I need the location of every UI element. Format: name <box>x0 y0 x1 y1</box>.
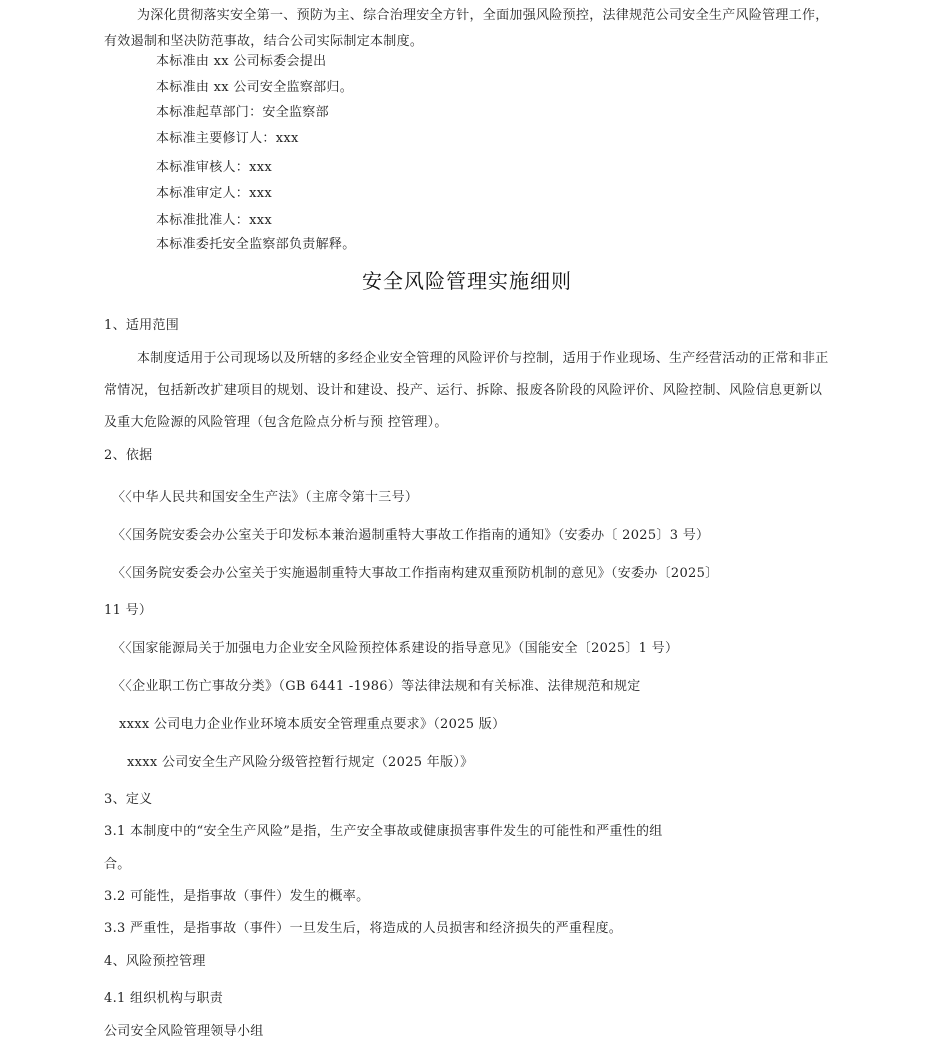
definition-3-3: 3.3 严重性，是指事故（事件）一旦发生后，将造成的人员损害和经济损失的严重程度。 <box>104 921 623 936</box>
definition-3-2: 3.2 可能性，是指事故（事件）发生的概率。 <box>104 889 370 904</box>
basis-item-continuation: 11 号） <box>104 603 153 618</box>
meta-reviewer: 本标准审核人：xxx <box>156 160 272 175</box>
section-1-para-line-2: 常情况，包括新改扩建项目的规划、设计和建设、投产、运行、拆除、报废各阶段的风险评价、风险控制、风险信息更新以 <box>104 383 823 398</box>
meta-approver-final: 本标准审定人：xxx <box>156 186 272 201</box>
section-1-para-line-3: 及重大危险源的风险管理（包含危险点分析与预 控管理）。 <box>104 415 448 430</box>
document-title: 安全风险管理实施细则 <box>362 269 572 293</box>
basis-item: xxxx 公司电力企业作业环境本质安全管理重点要求》（2025 版） <box>119 717 506 732</box>
meta-reviser: 本标准主要修订人：xxx <box>156 131 299 146</box>
section-1-para-line-1: 本制度适用于公司现场以及所辖的多经企业安全管理的风险评价与控制，适用于作业现场、生产经营活动的正常和非正 <box>137 351 829 366</box>
intro-line-1: 为深化贯彻落实安全第一、预防为主、综合治理安全方针，全面加强风险预控，法律规范公司安全生产风险管理工作， <box>137 8 829 23</box>
basis-item: 〈〈国务院安委会办公室关于印发标本兼治遏制重特大事故工作指南的通知》（安委办〔 2025〕3 号） <box>112 528 710 543</box>
meta-drafting-dept: 本标准起草部门：安全监察部 <box>156 105 329 120</box>
section-4-heading: 4、风险预控管理 <box>104 954 206 969</box>
basis-item: 〈〈企业职工伤亡事故分类》（GB 6441 -1986）等法律法规和有关标准、法律规范和规定 <box>112 679 641 694</box>
meta-approver: 本标准批准人：xxx <box>156 213 272 228</box>
section-2-heading: 2、依据 <box>104 448 153 463</box>
basis-item: xxxx 公司安全生产风险分级管控暂行规定（2025 年版）》 <box>127 755 474 770</box>
section-3-heading: 3、定义 <box>104 792 153 807</box>
basis-item: 〈〈国家能源局关于加强电力企业安全风险预控体系建设的指导意见》（国能安全〔2025〕1 号） <box>112 641 679 656</box>
meta-proposer: 本标准由 xx 公司标委会提出 <box>156 54 327 69</box>
basis-item: 〈〈国务院安委会办公室关于实施遏制重特大事故工作指南构建双重预防机制的意见》（安委办〔2025〕 <box>112 566 719 581</box>
meta-interpretation: 本标准委托安全监察部负责解释。 <box>156 237 356 252</box>
intro-line-2: 有效遏制和坚决防范事故，结合公司实际制定本制度。 <box>104 34 424 49</box>
leadership-group-label: 公司安全风险管理领导小组 <box>104 1024 264 1039</box>
definition-3-1: 3.1 本制度中的“安全生产风险”是指，生产安全事故或健康损害事件发生的可能性和严重性的组 <box>104 824 663 839</box>
section-4-1-heading: 4.1 组织机构与职责 <box>104 991 224 1006</box>
definition-3-1-continuation: 合。 <box>104 857 131 872</box>
section-1-heading: 1、适用范围 <box>104 318 180 333</box>
basis-item: 〈〈中华人民共和国安全生产法》（主席令第十三号） <box>112 490 419 505</box>
meta-owner: 本标准由 xx 公司安全监察部归。 <box>156 80 354 95</box>
